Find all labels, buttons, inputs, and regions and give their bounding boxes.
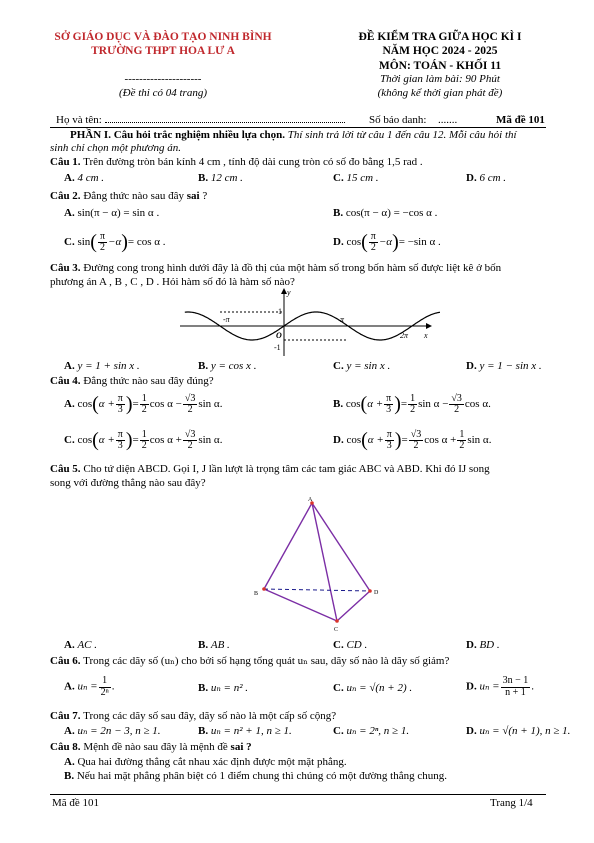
q5-option-c[interactable]: C. CD . (333, 639, 368, 651)
origin-label: O (276, 331, 282, 340)
duration-note: (không kể thời gian phát đề) (377, 86, 503, 99)
q6-text: Trong các dãy số (uₙ) cho bởi số hạng tổng quát uₙ sau, dãy số nào là dãy số giảm? (83, 655, 450, 667)
q4-option-c[interactable]: C. cos(α + $\frac{\pi}{3}$ )= $\frac{1}{2}$ cos α + $\frac{√3}{2}$ sin α. (64, 428, 223, 451)
footer-code: Mã đề 101 (52, 797, 100, 809)
q3-sine-graph (180, 286, 440, 358)
question-2 (50, 190, 207, 204)
q6-option-d[interactable]: D. uₙ = $\frac{3n - 1}{n + 1}$ . (466, 675, 534, 698)
q4-options-row2 (0, 428, 594, 458)
q6-options (0, 676, 594, 704)
tick-pi: π (340, 315, 345, 324)
question-6 (50, 655, 449, 669)
q1-option-c[interactable]: C. 15 cm . (333, 172, 379, 184)
q1-options (0, 172, 594, 186)
q1-text: Trên đường tròn bán kính 4 cm , tính độ dài cung tròn có số đo bằng 1,5 rad . (83, 156, 423, 168)
part1-instructions: Thí sinh trả lời từ câu 1 đến câu 12. Mỗi câu hỏi thí (287, 129, 517, 141)
vertex-d (368, 589, 372, 593)
q2-options-row2 (0, 230, 594, 256)
q6-label: Câu 6. (50, 655, 81, 667)
q4-options-row1 (0, 392, 594, 422)
subject: MÔN: TOÁN - KHỐI 11 (378, 59, 502, 72)
edge-bc (264, 589, 337, 621)
q2-text-end: ? (202, 190, 208, 202)
q1-label: Câu 1. (50, 156, 81, 168)
q6-option-b[interactable]: B. uₙ = n² . (198, 682, 249, 694)
q3-text-cont: phương án A , B , C , D . Hỏi hàm số đó là hàm số nào? (50, 276, 295, 288)
q3-label: Câu 3. (50, 262, 81, 274)
q3-option-d[interactable]: D. y = 1 − sin x . (466, 360, 542, 372)
footer-rule (50, 794, 546, 795)
q8-label: Câu 8. (50, 741, 81, 753)
q5-option-a[interactable]: A. AC . (64, 639, 98, 651)
exam-title: ĐỀ KIỂM TRA GIỮA HỌC KÌ I (358, 31, 522, 43)
header-left (32, 30, 294, 100)
q4-label: Câu 4. (50, 375, 81, 387)
vertex-b (262, 587, 266, 591)
q5-label: Câu 5. (50, 463, 81, 475)
q5-option-d[interactable]: D. BD . (466, 639, 500, 651)
part1-instructions-cont: sinh chỉ chọn một phương án. (50, 142, 182, 154)
sbd-label: Số báo danh: (369, 114, 427, 126)
q8-text-bold: sai ? (230, 741, 252, 753)
name-label: Họ và tên: (56, 114, 102, 126)
exam-duration: Thời gian làm bài: 90 Phút (380, 73, 500, 86)
question-8 (50, 741, 252, 755)
student-info-rule (50, 127, 546, 128)
q7-text: Trong các dãy số sau đây, dãy số nào là một cấp số cộng? (83, 710, 337, 722)
q7-options (0, 725, 594, 739)
footer-page: Trang 1/4 (490, 797, 533, 809)
sbd-field[interactable]: ....... (438, 114, 458, 126)
tick-2pi: 2π (400, 331, 409, 340)
exam-code: Mã đề 101 (496, 114, 545, 126)
part1-heading (70, 129, 517, 143)
q5-option-b[interactable]: B. AB . (198, 639, 230, 651)
question-1 (50, 156, 423, 170)
q6-option-c[interactable]: C. uₙ = √(n + 2) . (333, 682, 413, 694)
tick-neg-pi: -π (223, 315, 230, 324)
q3-option-a[interactable]: A. y = 1 + sin x . (64, 360, 140, 372)
q3-option-c[interactable]: C. y = sin x . (333, 360, 391, 372)
q2-options-row1 (0, 207, 594, 221)
school-year: NĂM HỌC 2024 - 2025 (382, 45, 498, 58)
q5-text-cont: song với đường thẳng nào sau đây? (50, 477, 206, 489)
q7-option-b[interactable]: B. uₙ = n² + 1, n ≥ 1. (198, 725, 292, 737)
q6-option-a[interactable]: A. uₙ = $\frac{1}{\text{2ⁿ}}$ . (64, 675, 115, 698)
q4-option-a[interactable]: A. cos(α + $\frac{\pi}{3}$ )= $\frac{1}{2}$ cos α − $\frac{√3}{2}$ sin α. (64, 392, 223, 415)
q7-label: Câu 7. (50, 710, 81, 722)
q5-tetrahedron (250, 495, 390, 635)
q3-options (0, 360, 594, 374)
q4-text: Đẳng thức nào sau đây đúng? (83, 375, 214, 387)
label-a: A (308, 497, 313, 503)
q5-options (0, 639, 594, 653)
q5-text: Cho tứ diện ABCD. Gọi I, J lần lượt là trọng tâm các tam giác ABC và ABD. Khi đó IJ song (83, 463, 490, 475)
q3-option-b[interactable]: B. y = cos x . (198, 360, 257, 372)
label-d: D (374, 590, 379, 596)
vertex-c (335, 619, 339, 623)
y-axis-label: y (287, 288, 291, 297)
question-3 (50, 262, 501, 276)
q8-option-b[interactable]: B. Nếu hai mặt phẳng phân biệt có 1 điểm chung thì chúng có một đường thẳng chung. (64, 770, 447, 782)
question-7 (50, 710, 336, 724)
q2-option-a[interactable]: A. sin(π − α) = sin α . (64, 207, 160, 219)
label-c: C (334, 627, 339, 633)
q2-text-bold: sai (186, 190, 200, 202)
edge-bd-hidden (264, 589, 370, 591)
q7-option-c[interactable]: C. uₙ = 2ⁿ, n ≥ 1. (333, 725, 410, 737)
q8-option-a[interactable]: A. Qua hai đường thẳng cắt nhau xác định được một mặt phẳng. (64, 756, 347, 768)
graph-x-arrow (426, 323, 432, 329)
q2-option-d[interactable]: D. cos( $\frac{\pi}{2}$ −α)= −sin α . (333, 230, 441, 253)
q8-text: Mệnh đề nào sau đây là mệnh đề (83, 741, 228, 753)
q7-option-d[interactable]: D. uₙ = √(n + 1), n ≥ 1. (466, 725, 571, 737)
department-name: SỞ GIÁO DỤC VÀ ĐÀO TẠO NINH BÌNH (54, 31, 272, 43)
q1-option-b[interactable]: B. 12 cm . (198, 172, 243, 184)
q2-label: Câu 2. (50, 190, 81, 202)
q4-option-d[interactable]: D. cos(α + $\frac{\pi}{3}$ )= $\frac{√3}{2}$ cos α + $\frac{1}{2}$ sin α. (333, 428, 492, 451)
question-5 (50, 463, 490, 477)
school-name: TRƯỜNG THPT HOA LƯ A (91, 45, 235, 58)
q2-option-b[interactable]: B. cos(π − α) = −cos α . (333, 207, 438, 219)
student-info-row (56, 114, 546, 128)
y-neg-one-label: -1 (274, 343, 281, 352)
q7-option-a[interactable]: A. uₙ = 2n − 3, n ≥ 1. (64, 725, 161, 737)
page-count-note: (Đề thi có 04 trang) (119, 86, 207, 99)
label-b: B (254, 591, 259, 597)
header-right (320, 30, 560, 101)
name-field[interactable] (105, 122, 345, 123)
y-one-label: 1 (278, 307, 282, 316)
q1-option-a[interactable]: A. 4 cm . (64, 172, 105, 184)
q1-option-d[interactable]: D. 6 cm . (466, 172, 507, 184)
q4-option-b[interactable]: B. cos(α + $\frac{\pi}{3}$ )= $\frac{1}{2}$ sin α − $\frac{√3}{2}$ cos α. (333, 392, 491, 415)
edge-cd (337, 591, 370, 621)
edge-ab (264, 503, 312, 589)
q3-text: Đường cong trong hình dưới đây là đồ thị của một hàm số trong bốn hàm số được liệt kê ở bốn (83, 262, 502, 274)
q2-option-c[interactable]: C. sin( $\frac{\pi}{2}$ −α)= cos α . (64, 230, 166, 253)
q2-text: Đẳng thức nào sau đây (83, 190, 184, 202)
question-4 (50, 375, 214, 389)
header-divider: --------------------- (124, 72, 202, 85)
part1-title: PHẦN I. Câu hỏi trắc nghiệm nhiều lựa chọn. (70, 129, 286, 141)
x-axis-label: x (424, 331, 428, 340)
